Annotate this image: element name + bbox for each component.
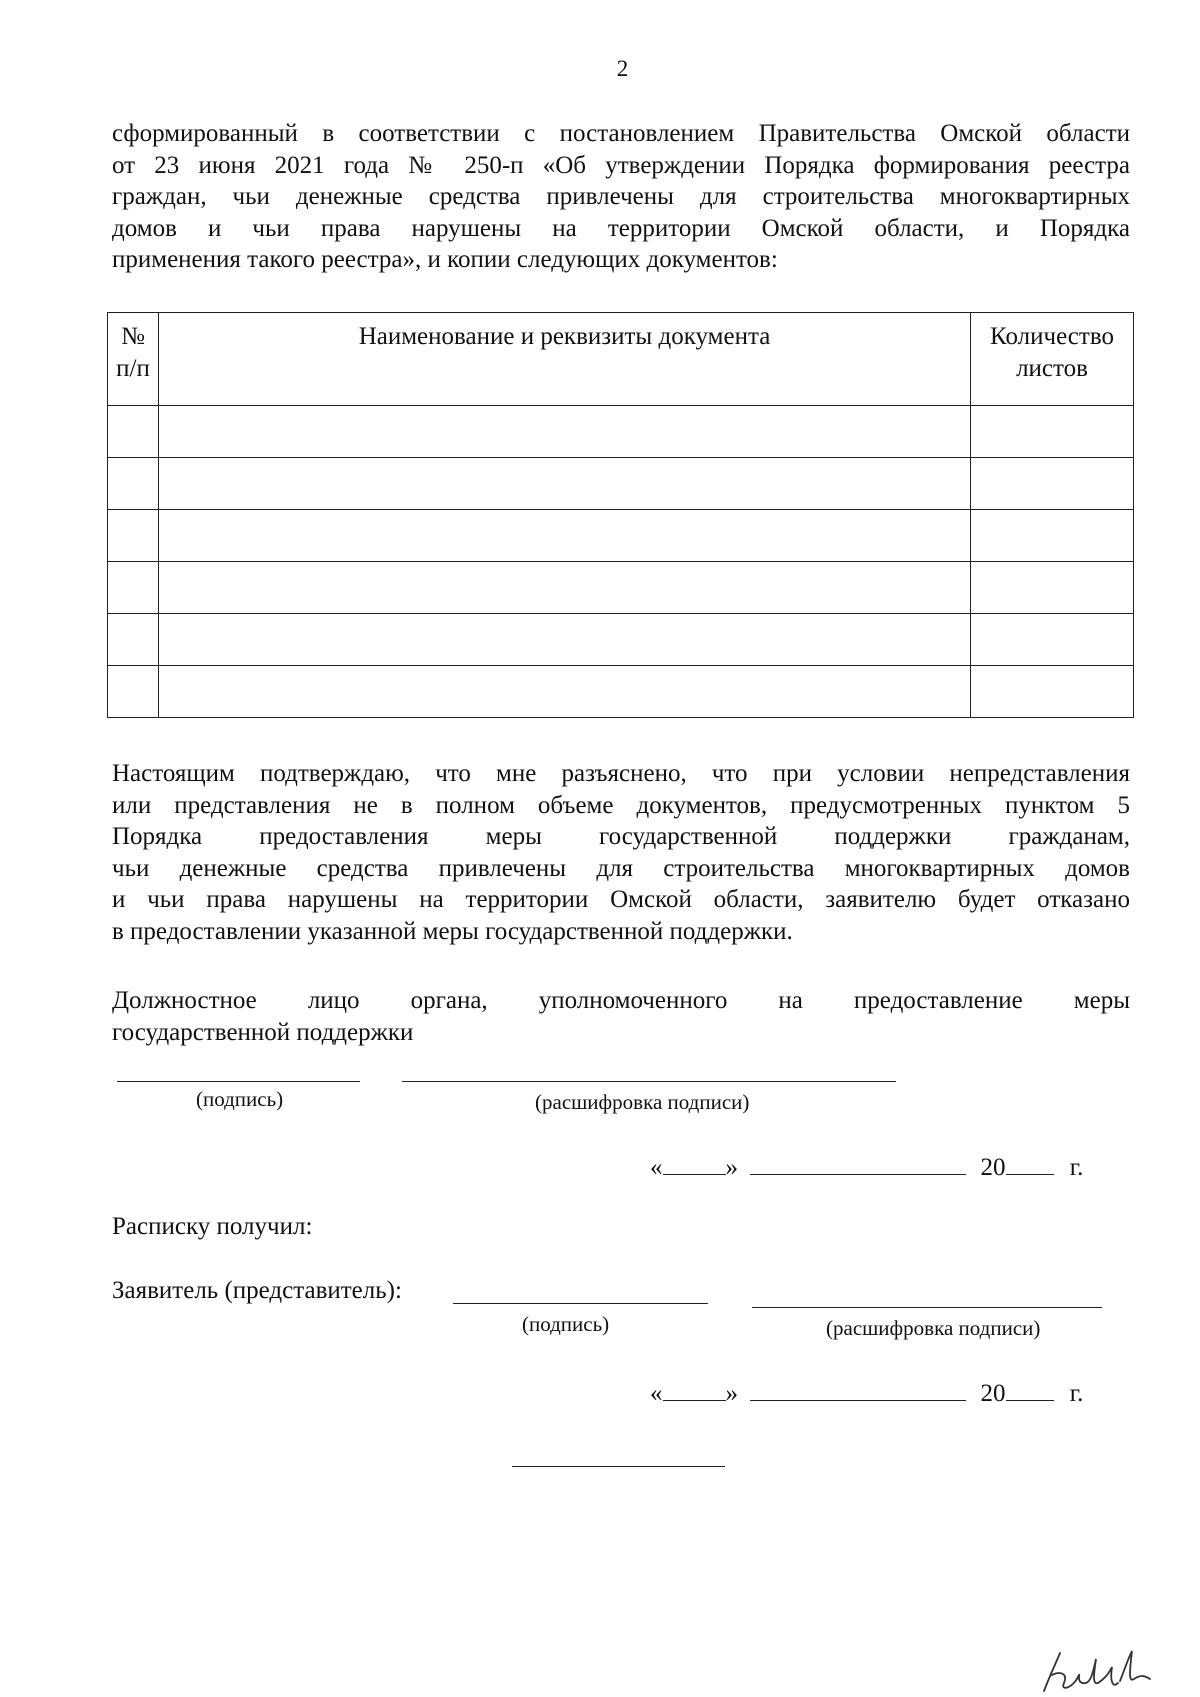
table-row bbox=[108, 406, 1134, 458]
cell-sheets[interactable] bbox=[971, 666, 1134, 718]
table-header-row bbox=[108, 313, 1134, 406]
cell-document[interactable] bbox=[159, 562, 971, 614]
table-row bbox=[108, 562, 1134, 614]
cell-document[interactable] bbox=[159, 458, 971, 510]
year-prefix: 20 bbox=[980, 1154, 1006, 1181]
cell-document[interactable] bbox=[159, 406, 971, 458]
applicant-date-row bbox=[650, 1376, 1083, 1408]
official-line: государственной поддержки bbox=[112, 1018, 414, 1046]
header-number: № п/п bbox=[108, 313, 159, 406]
official-paragraph bbox=[112, 985, 1130, 1048]
table-row bbox=[108, 666, 1134, 718]
cell-sheets[interactable] bbox=[971, 614, 1134, 666]
month-field[interactable] bbox=[750, 1376, 966, 1401]
cell-document[interactable] bbox=[159, 510, 971, 562]
cell-document[interactable] bbox=[159, 614, 971, 666]
intro-paragraph bbox=[112, 118, 1130, 276]
intro-line: сформированный в соответствии с постановлением Правительства Омской области bbox=[112, 120, 1130, 147]
applicant-signature-decoding-line[interactable] bbox=[752, 1307, 1102, 1308]
page-number: 2 bbox=[616, 56, 629, 81]
close-quote: » bbox=[725, 1154, 738, 1181]
cell-number[interactable] bbox=[108, 666, 159, 718]
official-decoding-caption: (расшифровка подписи) bbox=[535, 1090, 750, 1114]
table-row bbox=[108, 458, 1134, 510]
cell-document[interactable] bbox=[159, 666, 971, 718]
documents-table bbox=[107, 312, 1134, 718]
handwritten-initials-icon bbox=[1038, 1645, 1158, 1697]
cell-sheets[interactable] bbox=[971, 562, 1134, 614]
year-field[interactable] bbox=[1006, 1150, 1054, 1175]
intro-line: применения такого реестра», и копии следующих документов: bbox=[112, 246, 778, 273]
confirmation-line: и чьи права нарушены на территории Омской области, заявителю будет отказано bbox=[112, 886, 1130, 913]
cell-number[interactable] bbox=[108, 562, 159, 614]
cell-number[interactable] bbox=[108, 614, 159, 666]
open-quote: « bbox=[650, 1380, 663, 1407]
confirmation-line: Настоящим подтверждаю, что мне разъяснено, что при условии непредставления bbox=[112, 760, 1130, 787]
day-field[interactable] bbox=[663, 1376, 726, 1401]
official-signature-caption: (подпись) bbox=[196, 1087, 284, 1111]
cell-number[interactable] bbox=[108, 510, 159, 562]
official-date-row bbox=[650, 1150, 1083, 1182]
intro-line: граждан, чьи денежные средства привлечены для строительства многоквартирных bbox=[112, 183, 1130, 210]
cell-sheets[interactable] bbox=[971, 510, 1134, 562]
year-suffix: г. bbox=[1069, 1380, 1084, 1407]
applicant-label: Заявитель (представитель): bbox=[112, 1277, 402, 1304]
open-quote: « bbox=[650, 1154, 663, 1181]
confirmation-line: чьи денежные средства привлечены для строительства многоквартирных домов bbox=[112, 854, 1130, 882]
day-field[interactable] bbox=[663, 1150, 726, 1175]
month-field[interactable] bbox=[750, 1150, 966, 1175]
table-row bbox=[108, 510, 1134, 562]
official-signature-decoding-line[interactable] bbox=[402, 1081, 896, 1082]
table-row bbox=[108, 614, 1134, 666]
closing-separator-line bbox=[512, 1466, 725, 1467]
cell-number[interactable] bbox=[108, 458, 159, 510]
header-sheet-count: Количество листов bbox=[971, 313, 1134, 406]
header-document-name: Наименование и реквизиты документа bbox=[159, 313, 971, 406]
intro-line: от 23 июня 2021 года № 250-п «Об утверждении Порядка формирования реестра bbox=[112, 151, 1130, 179]
confirmation-paragraph bbox=[112, 758, 1130, 947]
applicant-signature-caption: (подпись) bbox=[522, 1312, 610, 1336]
confirmation-line: или представления не в полном объеме документов, предусмотренных пунктом 5 bbox=[112, 791, 1130, 819]
year-prefix: 20 bbox=[980, 1380, 1006, 1407]
cell-sheets[interactable] bbox=[971, 406, 1134, 458]
applicant-signature-line[interactable] bbox=[453, 1303, 708, 1304]
official-signature-line[interactable] bbox=[117, 1081, 360, 1082]
cell-number[interactable] bbox=[108, 406, 159, 458]
year-field[interactable] bbox=[1006, 1376, 1054, 1401]
receipt-label: Расписку получил: bbox=[112, 1213, 313, 1240]
official-line: Должностное лицо органа, уполномоченного на предоставление меры bbox=[112, 987, 1130, 1014]
confirmation-line: в предоставлении указанной меры государственной поддержки. bbox=[112, 917, 793, 945]
close-quote: » bbox=[725, 1380, 738, 1407]
applicant-decoding-caption: (расшифровка подписи) bbox=[826, 1316, 1041, 1340]
intro-line: домов и чьи права нарушены на территории Омской области, и Порядка bbox=[112, 214, 1130, 242]
year-suffix: г. bbox=[1069, 1154, 1084, 1181]
cell-sheets[interactable] bbox=[971, 458, 1134, 510]
confirmation-line: Порядка предоставления меры государственной поддержки гражданам, bbox=[112, 823, 1130, 850]
